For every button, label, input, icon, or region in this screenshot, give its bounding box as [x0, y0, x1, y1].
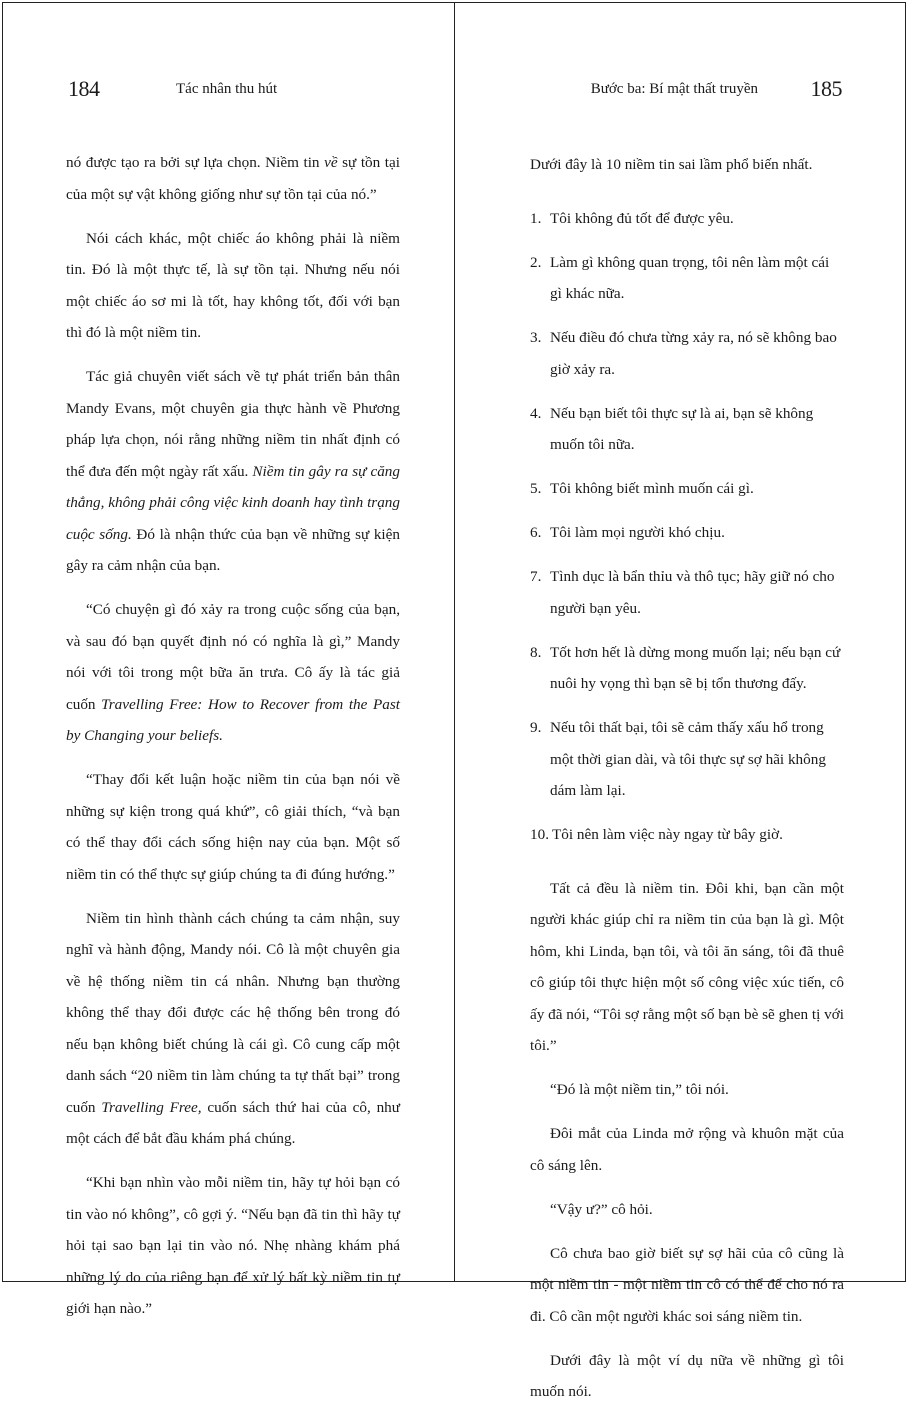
paragraph: Tất cả đều là niềm tin. Đôi khi, bạn cần một người khác giúp chỉ ra niềm tin của bạn là gì. Một hôm, khi Linda, bạn tôi, và tôi ăn sáng, tôi đã thuê cô giúp tôi thực hiện một số công việc xúc tiến, cô ấy đã nói, “Tôi sợ rằng một số bạn bè sẽ ghen tị với tôi.”	[530, 879, 844, 1054]
list-item: 2. Làm gì không quan trọng, tôi nên làm một cái gì khác nữa.	[530, 253, 830, 302]
right-body-text	[530, 149, 844, 1420]
right-page	[530, 0, 844, 1400]
paragraph: “Khi bạn nhìn vào mỗi niềm tin, hãy tự hỏi bạn có tin vào nó không”, cô gợi ý. “Nếu bạn đã tin thì hãy tự hỏi tại sao bạn lại tin vào nó. Nhẹ nhàng khám phá những lý do của riêng bạn để xử lý bất kỳ niềm tin tự giới hạn nào.”	[66, 1174, 400, 1317]
paragraph: “Vậy ư?” cô hỏi.	[550, 1200, 653, 1218]
list-item: 9. Nếu tôi thất bại, tôi sẽ cảm thấy xấu hổ trong một thời gian dài, và tôi thực sự sợ hãi không dám làm lại.	[530, 719, 826, 799]
list-item: 7. Tình dục là bẩn thỉu và thô tục; hãy giữ nó cho người bạn yêu.	[530, 568, 835, 617]
list-item: 5. Tôi không biết mình muốn cái gì.	[530, 480, 754, 497]
paragraph: “Đó là một niềm tin,” tôi nói.	[550, 1081, 729, 1098]
page-number: 184	[68, 76, 100, 101]
paragraph: Đôi mắt của Linda mở rộng và khuôn mặt của cô sáng lên.	[530, 1125, 844, 1174]
left-header	[66, 76, 400, 106]
running-head: Bước ba: Bí mật thất truyền	[590, 81, 758, 97]
right-header	[530, 76, 844, 106]
paragraph: Tác giả chuyên viết sách về tự phát triển bản thân Mandy Evans, một chuyên gia thực hành về Phương pháp lựa chọn, nói rằng những niềm tin nhất định có thể đưa đến một ngày rất xấu. Niềm tin gây ra sự căng thẳng, không phải công việc kinh doanh hay tình trạng cuộc sống. Đó là nhận thức của bạn về những sự kiện gây ra cảm nhận của bạn.	[66, 368, 400, 574]
running-head: Tác nhân thu hút	[176, 81, 278, 97]
spine-divider	[454, 2, 455, 1282]
page-number: 185	[810, 76, 842, 101]
left-page	[66, 0, 400, 1317]
paragraph: “Có chuyện gì đó xảy ra trong cuộc sống của bạn, và sau đó bạn quyết định nó có nghĩa là gì,” Mandy nói với tôi trong một bữa ăn trưa. Cô ấy là tác giả cuốn Travelling Free: How to Recover from the Past by Changing your beliefs.	[66, 601, 400, 744]
paragraph: Nói cách khác, một chiếc áo không phải là niềm tin. Đó là một thực tế, là sự tồn tại. Nhưng nếu nói một chiếc áo sơ mi là tốt, hay không tốt, đối với bạn thì đó là một niềm tin.	[66, 229, 400, 341]
list-item: 3. Nếu điều đó chưa từng xảy ra, nó sẽ không bao giờ xảy ra.	[530, 329, 837, 378]
list-item: 4. Nếu bạn biết tôi thực sự là ai, bạn sẽ không muốn tôi nữa.	[530, 404, 814, 453]
paragraph: Cô chưa bao giờ biết sự sợ hãi của cô cũng là một niềm tin - một niềm tin cô có thể để cho nó ra đi. Cô cần một người khác soi sáng niềm tin.	[530, 1244, 844, 1325]
paragraph: Dưới đây là một ví dụ nữa về những gì tôi muốn nói.	[530, 1351, 844, 1400]
list-item: 1. Tôi không đủ tốt để được yêu.	[530, 209, 734, 227]
paragraph: Niềm tin hình thành cách chúng ta cảm nhận, suy nghĩ và hành động, Mandy nói. Cô là một chuyên gia về hệ thống niềm tin cá nhân. Nhưng bạn thường không thể thay đổi được các hệ thống bên trong đó nếu bạn không biết chúng là cái gì. Cô cung cấp một danh sách “20 niềm tin làm chúng ta tự thất bại” trong cuốn Travelling Free, cuốn sách thứ hai của cô, như một cách để bắt đầu khám phá chúng.	[66, 909, 400, 1147]
list-intro: Dưới đây là 10 niềm tin sai lầm phổ biến nhất.	[530, 156, 813, 173]
paragraph: nó được tạo ra bởi sự lựa chọn. Niềm tin về sự tồn tại của một sự vật không giống như sự tồn tại của nó.”	[66, 154, 400, 203]
list-item: 6. Tôi làm mọi người khó chịu.	[530, 524, 725, 541]
list-item: 10. Tôi nên làm việc này ngay từ bây giờ.	[530, 826, 783, 843]
list-item: 8. Tốt hơn hết là dừng mong muốn lại; nếu bạn cứ nuôi hy vọng thì bạn sẽ bị tổn thương đấy.	[530, 643, 841, 692]
false-beliefs-list	[530, 203, 844, 851]
left-body-text	[66, 147, 400, 1337]
paragraph: “Thay đổi kết luận hoặc niềm tin của bạn nói về những sự kiện trong quá khứ”, cô giải thích, “và bạn có thể thay đổi cách sống hiện nay của bạn. Một số niềm tin có thể thực sự giúp chúng ta đi đúng hướng.”	[66, 771, 400, 883]
